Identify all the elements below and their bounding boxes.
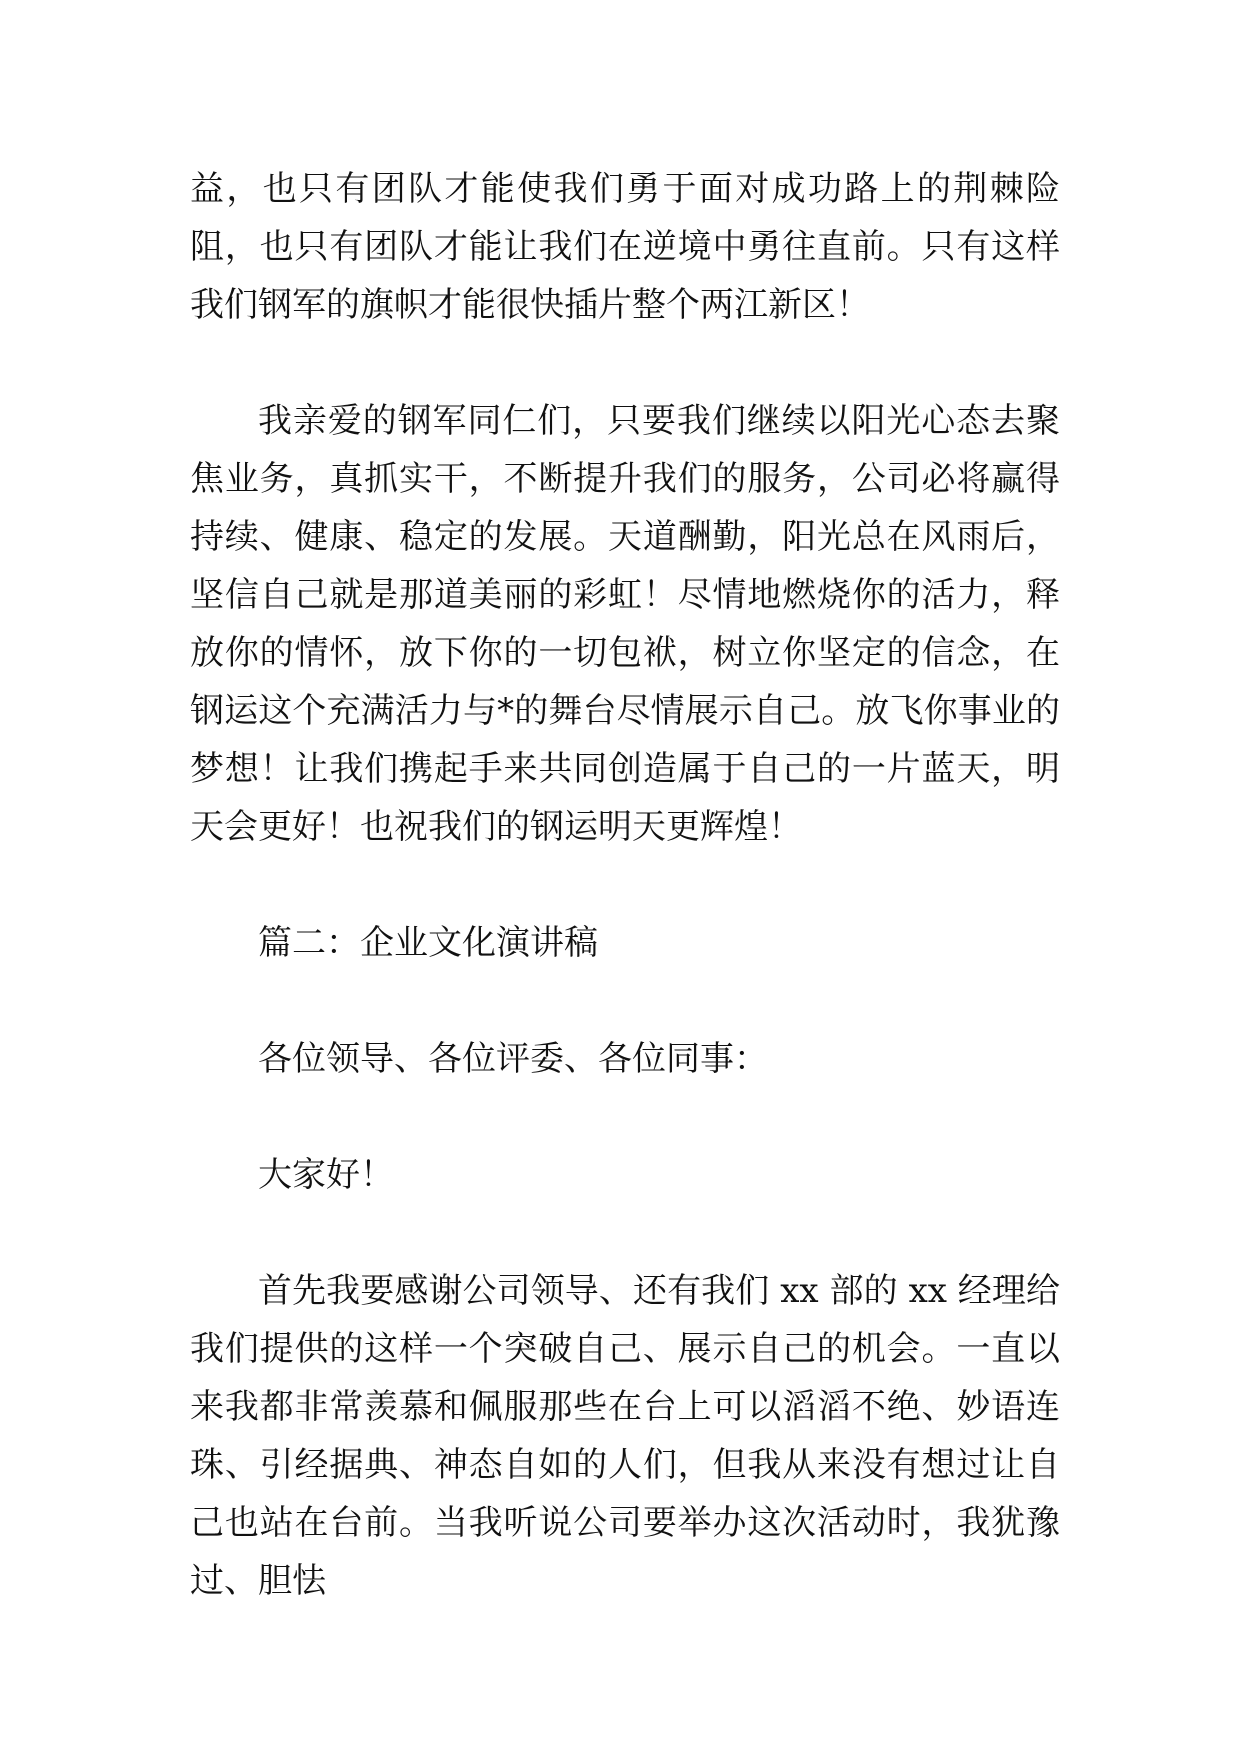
greeting: 大家好！ (258, 1155, 394, 1195)
paragraph-2: 我亲爱的钢军同仁们，只要我们继续以阳光心态去聚焦业务，真抓实干，不断提升我们的服务，公司必将赢得持续、健康、稳定的发展。天道酬勤，阳光总在风雨后，坚信自己就是那道美丽的彩虹！尽情地燃烧你的活力，释放你的情怀，放下你的一切包袱，树立你坚定的信念，在钢运这个充满活力与*的舞台尽情展示自己。放飞你事业的梦想！让我们携起手来共同创造属于自己的一片蓝天，明天会更好！也祝我们的钢运明天更辉煌！ (190, 401, 1060, 847)
salutation: 各位领导、各位评委、各位同事： (258, 1039, 768, 1079)
document-body (190, 160, 1060, 1610)
section-heading: 篇二：企业文化演讲稿 (258, 923, 598, 963)
paragraph-1: 益，也只有团队才能使我们勇于面对成功路上的荆棘险阻，也只有团队才能让我们在逆境中勇往直前。只有这样我们钢军的旗帜才能很快插片整个两江新区！ (190, 169, 1060, 325)
paragraph-6: 首先我要感谢公司领导、还有我们 xx 部的 xx 经理给我们提供的这样一个突破自己、展示自己的机会。一直以来我都非常羡慕和佩服那些在台上可以滔滔不绝、妙语连珠、引经据典、神态自如的人们，但我从来没有想过让自己也站在台前。当我听说公司要举办这次活动时，我犹豫过、胆怯 (190, 1271, 1060, 1601)
